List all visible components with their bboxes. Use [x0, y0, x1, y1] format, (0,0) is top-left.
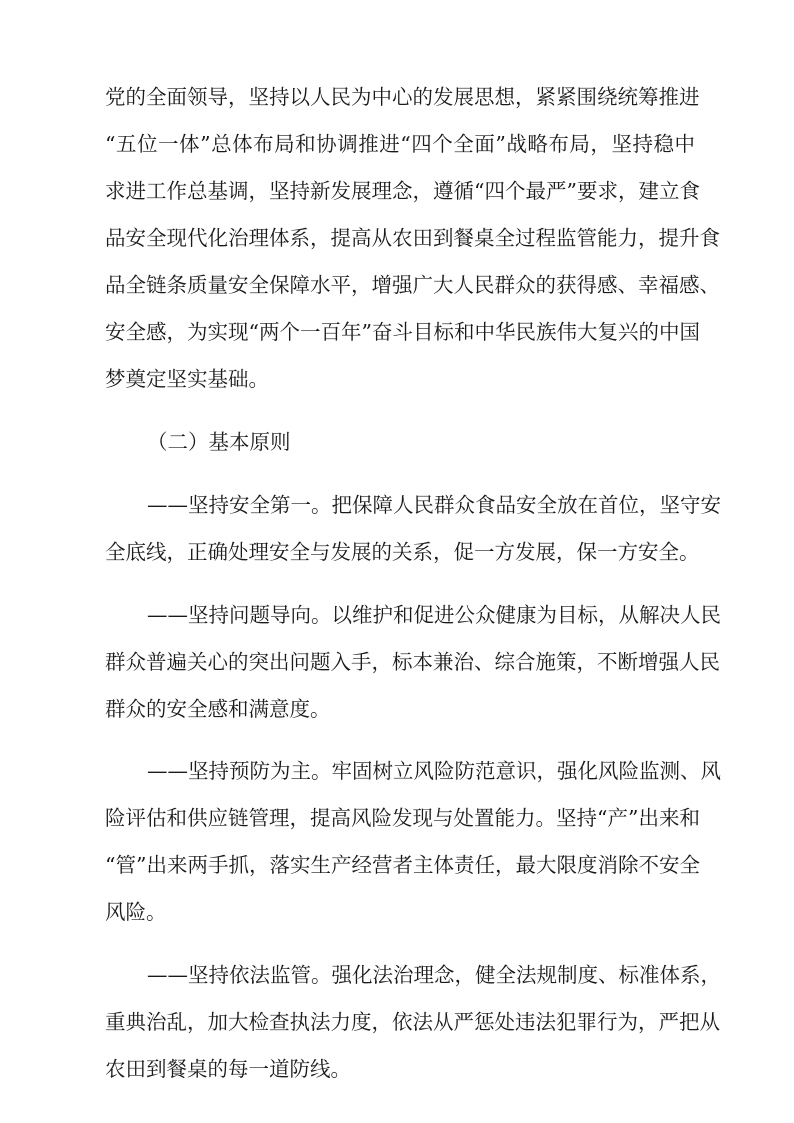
text-line: 险评估和供应链管理，提高风险发现与处置能力。坚持“产”出来和	[105, 806, 700, 830]
text-line: 品安全现代化治理体系，提高从农田到餐桌全过程监管能力，提升食	[105, 226, 720, 250]
text-line: ——坚持预防为主。牢固树立风险防范意识，强化风险监测、风	[147, 759, 721, 783]
text-line: “五位一体”总体布局和协调推进“四个全面”战略布局，坚持稳中	[105, 132, 695, 156]
text-line: ——坚持安全第一。把保障人民群众食品安全放在首位，坚守安	[147, 493, 721, 517]
text-line: “管”出来两手抓，落实生产经营者主体责任，最大限度消除不安全	[105, 853, 700, 877]
text-line: 品全链条质量安全保障水平，增强广大人民群众的获得感、幸福感、	[105, 273, 720, 297]
text-line: ——坚持问题导向。以维护和促进公众健康为目标，从解决人民	[147, 603, 721, 627]
text-line: 求进工作总基调，坚持新发展理念，遵循“四个最严”要求，建立食	[105, 179, 700, 203]
text-line: 全底线，正确处理安全与发展的关系，促一方发展，保一方安全。	[105, 540, 700, 564]
text-line: 重典治乱，加大检查执法力度，依法从严惩处违法犯罪行为，严把从	[105, 1010, 720, 1034]
text-line: 风险。	[105, 900, 167, 924]
text-line: 农田到餐桌的每一道防线。	[105, 1057, 351, 1081]
section-heading: （二）基本原则	[147, 430, 291, 454]
text-line: 梦奠定坚实基础。	[105, 367, 269, 391]
text-line: 安全感，为实现“两个一百年”奋斗目标和中华民族伟大复兴的中国	[105, 320, 700, 344]
text-line: 群众的安全感和满意度。	[105, 697, 331, 721]
text-line: 党的全面领导，坚持以人民为中心的发展思想，紧紧围绕统筹推进	[105, 85, 700, 109]
text-line: 群众普遍关心的突出问题入手，标本兼治、综合施策，不断增强人民	[105, 650, 720, 674]
text-line: ——坚持依法监管。强化法治理念，健全法规制度、标准体系，	[147, 963, 721, 987]
